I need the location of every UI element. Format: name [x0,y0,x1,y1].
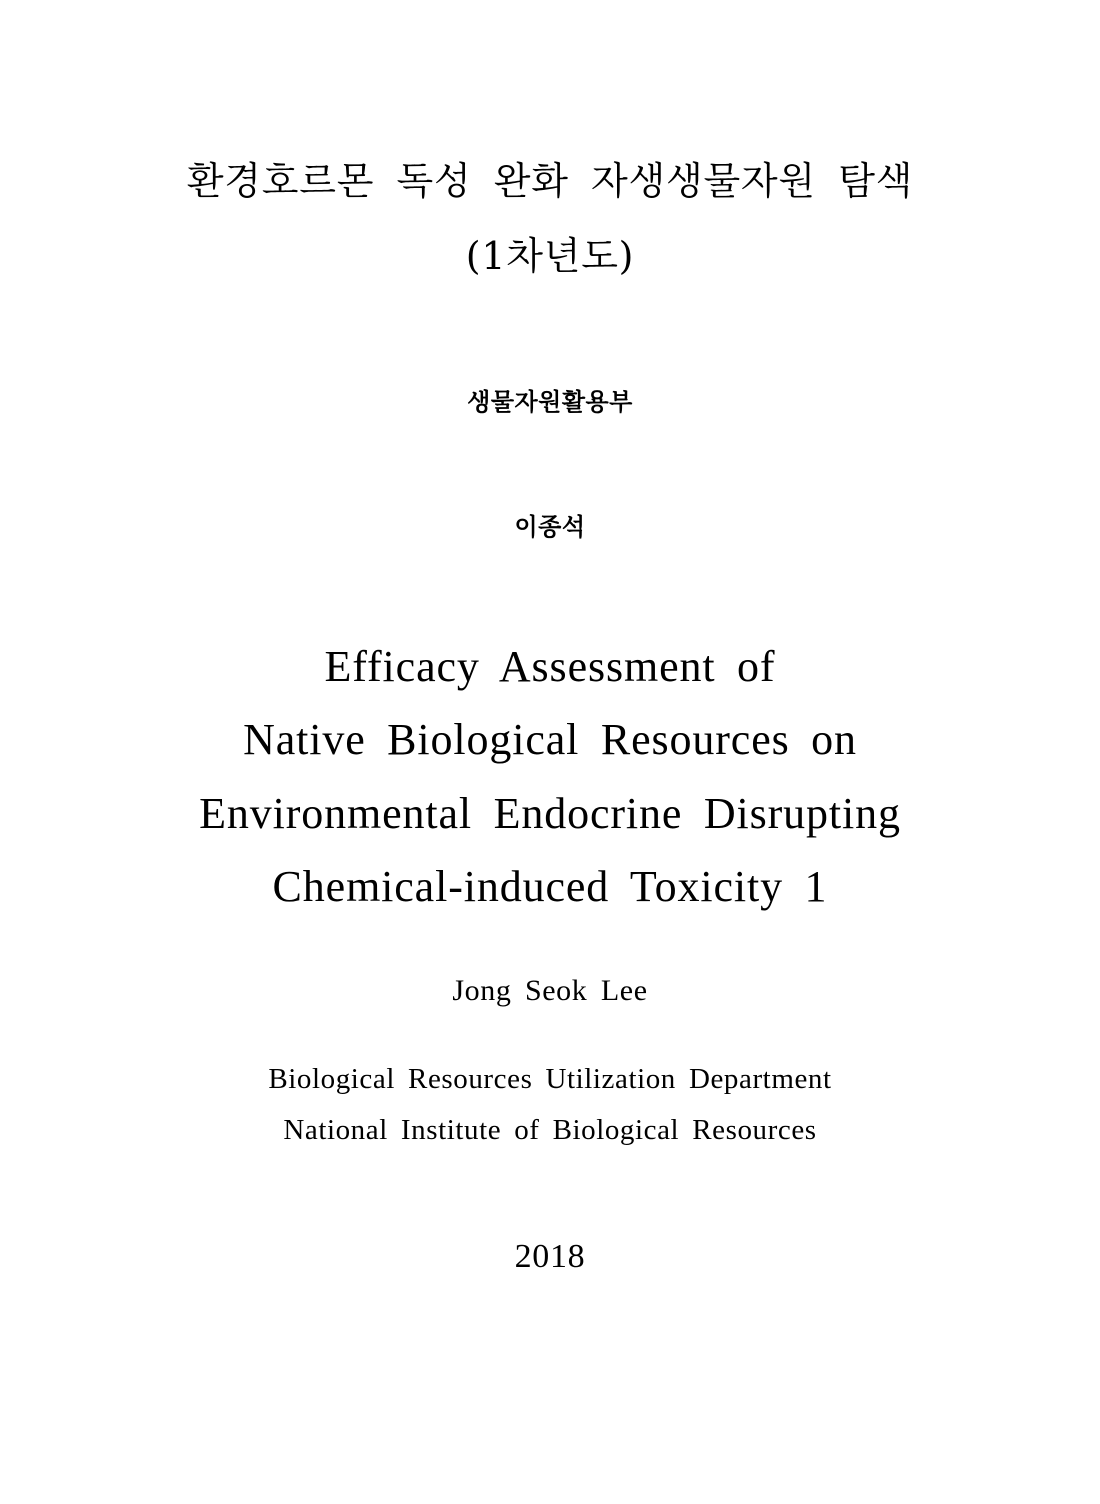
korean-title-line-2: (1차년도) [465,234,635,278]
english-affiliation-line-2: National Institute of Biological Resources [283,1114,817,1146]
korean-author: 이종석 [514,513,586,541]
korean-department: 생물자원활용부 [467,388,633,416]
english-affiliation-line-1: Biological Resources Utilization Department [268,1063,832,1095]
english-author: Jong Seok Lee [452,974,648,1007]
english-title-line-3: Environmental Endocrine Disrupting [199,789,901,838]
english-title-line-2: Native Biological Resources on [243,715,857,764]
english-title-line-1: Efficacy Assessment of [324,642,776,691]
korean-title-line-1: 환경호르몬 독성 완화 자생생물자원 탐색 [186,159,914,203]
publication-year: 2018 [514,1238,586,1275]
english-title-line-4: Chemical-induced Toxicity 1 [272,862,828,911]
